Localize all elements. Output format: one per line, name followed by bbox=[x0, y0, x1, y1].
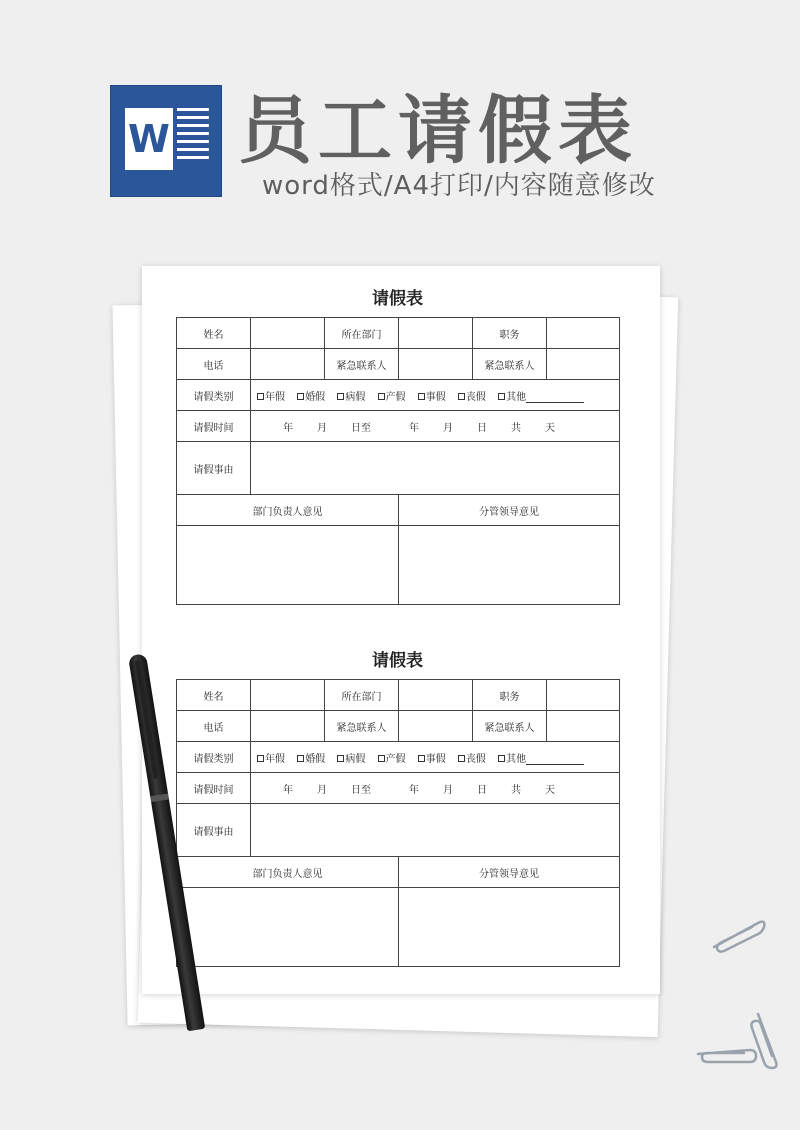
name-field[interactable] bbox=[251, 680, 325, 711]
label-dept-opinion: 部门负责人意见 bbox=[177, 857, 399, 888]
phone-field[interactable] bbox=[251, 711, 325, 742]
leave-type-option[interactable]: 年假 bbox=[257, 750, 285, 765]
phone-field[interactable] bbox=[251, 349, 325, 380]
leave-type-options bbox=[251, 380, 620, 411]
checkbox-icon[interactable] bbox=[418, 755, 425, 762]
label-reason: 请假事由 bbox=[177, 804, 251, 857]
leave-time-field[interactable]: 年 月 日至 年 月 日 共 天 bbox=[251, 773, 620, 804]
leave-type-option[interactable]: 病假 bbox=[337, 388, 365, 403]
leave-type-option[interactable]: 病假 bbox=[337, 750, 365, 765]
emergency-contact-field[interactable] bbox=[399, 711, 473, 742]
label-leave-time: 请假时间 bbox=[177, 773, 251, 804]
label-reason: 请假事由 bbox=[177, 442, 251, 495]
leave-time-field[interactable]: 年 月 日至 年 月 日 共 天 bbox=[251, 411, 620, 442]
label-leave-type: 请假类别 bbox=[177, 742, 251, 773]
hero-title: 员工请假表 bbox=[238, 88, 638, 174]
leave-type-option[interactable]: 其他 bbox=[498, 750, 584, 765]
checkbox-icon[interactable] bbox=[337, 393, 344, 400]
word-logo-icon bbox=[110, 85, 222, 197]
label-position: 职务 bbox=[473, 680, 547, 711]
label-dept: 所在部门 bbox=[325, 680, 399, 711]
emergency-contact-field[interactable] bbox=[547, 349, 620, 380]
checkbox-icon[interactable] bbox=[498, 755, 505, 762]
other-blank[interactable] bbox=[526, 393, 584, 403]
checkbox-icon[interactable] bbox=[498, 393, 505, 400]
label-emergency-contact: 紧急联系人 bbox=[325, 711, 399, 742]
dept-opinion-field[interactable] bbox=[177, 888, 399, 967]
emergency-contact-field[interactable] bbox=[399, 349, 473, 380]
leave-type-option[interactable]: 婚假 bbox=[297, 388, 325, 403]
leave-type-option[interactable]: 产假 bbox=[378, 750, 406, 765]
name-field[interactable] bbox=[251, 318, 325, 349]
checkbox-icon[interactable] bbox=[378, 393, 385, 400]
label-emergency-contact: 紧急联系人 bbox=[473, 711, 547, 742]
label-name: 姓名 bbox=[177, 318, 251, 349]
leave-type-options bbox=[251, 742, 620, 773]
label-dept-opinion: 部门负责人意见 bbox=[177, 495, 399, 526]
leave-type-option[interactable]: 丧假 bbox=[458, 388, 486, 403]
label-dept: 所在部门 bbox=[325, 318, 399, 349]
reason-field[interactable] bbox=[251, 804, 620, 857]
checkbox-icon[interactable] bbox=[297, 755, 304, 762]
checkbox-icon[interactable] bbox=[378, 755, 385, 762]
label-leader-opinion: 分管领导意见 bbox=[399, 495, 620, 526]
label-leader-opinion: 分管领导意见 bbox=[399, 857, 620, 888]
label-phone: 电话 bbox=[177, 711, 251, 742]
paperclip-icon bbox=[694, 1040, 760, 1066]
paperclip-icon bbox=[708, 915, 770, 955]
label-leave-type: 请假类别 bbox=[177, 380, 251, 411]
position-field[interactable] bbox=[547, 318, 620, 349]
leave-type-option[interactable]: 产假 bbox=[378, 388, 406, 403]
label-name: 姓名 bbox=[177, 680, 251, 711]
checkbox-icon[interactable] bbox=[257, 393, 264, 400]
dept-field[interactable] bbox=[399, 680, 473, 711]
dept-field[interactable] bbox=[399, 318, 473, 349]
label-emergency-contact: 紧急联系人 bbox=[473, 349, 547, 380]
form-title: 请假表 bbox=[372, 289, 423, 309]
hero-subtitle: word格式/A4打印/内容随意修改 bbox=[262, 171, 656, 201]
checkbox-icon[interactable] bbox=[257, 755, 264, 762]
leader-opinion-field[interactable] bbox=[399, 526, 620, 605]
other-blank[interactable] bbox=[526, 755, 584, 765]
checkbox-icon[interactable] bbox=[418, 393, 425, 400]
reason-field[interactable] bbox=[251, 442, 620, 495]
leader-opinion-field[interactable] bbox=[399, 888, 620, 967]
leave-form-table bbox=[176, 317, 620, 605]
position-field[interactable] bbox=[547, 680, 620, 711]
checkbox-icon[interactable] bbox=[297, 393, 304, 400]
word-logo-letter: W bbox=[125, 108, 173, 170]
label-emergency-contact: 紧急联系人 bbox=[325, 349, 399, 380]
leave-type-option[interactable]: 丧假 bbox=[458, 750, 486, 765]
label-leave-time: 请假时间 bbox=[177, 411, 251, 442]
leave-type-option[interactable]: 年假 bbox=[257, 388, 285, 403]
leave-type-option[interactable]: 事假 bbox=[418, 750, 446, 765]
label-position: 职务 bbox=[473, 318, 547, 349]
leave-form-table bbox=[176, 679, 620, 967]
emergency-contact-field[interactable] bbox=[547, 711, 620, 742]
leave-type-option[interactable]: 婚假 bbox=[297, 750, 325, 765]
leave-type-option[interactable]: 其他 bbox=[498, 388, 584, 403]
label-phone: 电话 bbox=[177, 349, 251, 380]
leave-type-option[interactable]: 事假 bbox=[418, 388, 446, 403]
checkbox-icon[interactable] bbox=[458, 393, 465, 400]
form-title: 请假表 bbox=[372, 651, 423, 671]
checkbox-icon[interactable] bbox=[337, 755, 344, 762]
dept-opinion-field[interactable] bbox=[177, 526, 399, 605]
checkbox-icon[interactable] bbox=[458, 755, 465, 762]
